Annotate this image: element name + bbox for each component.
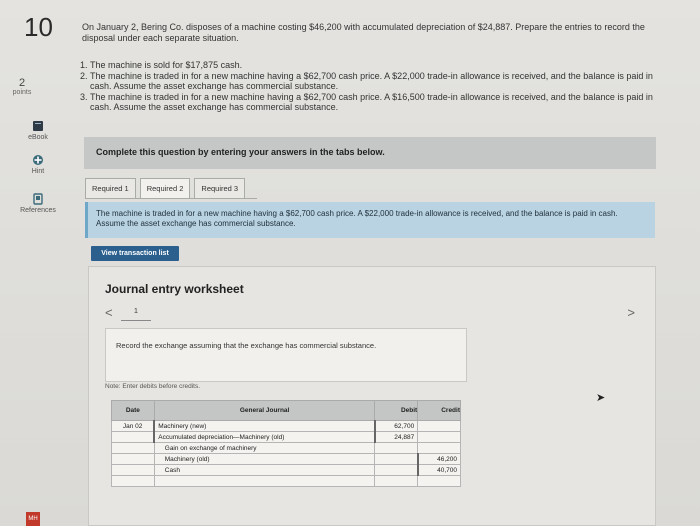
table-header-row [112,401,461,421]
references-button[interactable] [16,193,60,214]
date-cell[interactable] [112,432,155,443]
situation-item [80,60,670,71]
situation-list [80,60,670,113]
date-cell[interactable] [112,443,155,454]
tab-divider [85,198,257,199]
debit-cell[interactable]: 24,887 [375,432,418,443]
worksheet-title: Journal entry worksheet [105,282,244,296]
debit-cell[interactable] [375,454,418,465]
credit-cell[interactable] [418,421,461,432]
table-row [112,465,461,476]
table-row [112,432,461,443]
debit-cell[interactable] [375,443,418,454]
scenario-text: The machine is traded in for a new machine having a $62,700 cash price. A $22,000 trade-in allowance is received, and the balance is paid in cash. Assume the asset exchange has commercial substance. [85,202,655,238]
general-journal-header: General Journal [154,401,375,421]
mcgraw-hill-logo: MH [26,512,40,526]
situation-item [80,71,670,92]
credit-header: Credit [418,401,461,421]
problem-intro: On January 2, Bering Co. disposes of a machine costing $46,200 with accumulated depreciation of $24,887. Prepare the entries to record the disposal under each separate situation. [82,22,645,43]
question-number: 10 [24,12,53,42]
account-cell[interactable]: Machinery (new) [154,421,375,432]
page-number[interactable]: 1 [121,305,151,321]
debit-header: Debit [375,401,418,421]
tab-required-2[interactable]: Required 2 [140,178,191,198]
previous-page-button[interactable]: < [105,305,113,320]
situation-number: 2. [80,70,88,81]
situation-number: 3. [80,91,88,102]
table-row [112,421,461,432]
journal-table [111,400,461,487]
situation-number: 1. [80,60,88,70]
account-cell[interactable]: Cash [154,465,375,476]
debit-credit-note: Note: Enter debits before credits. [105,383,201,390]
references-label: References [20,207,56,214]
account-cell[interactable]: Gain on exchange of machinery [154,443,375,454]
situation-item [80,92,670,113]
situation-text: The machine is traded in for a new machine having a $62,700 cash price. A $16,500 trade-in allowance is received, and the balance is paid in cash. Assume the asset exchange has commercial substance. [90,91,653,112]
record-instruction: Record the exchange assuming that the exchange has commercial substance. [105,328,467,382]
view-transaction-list-button[interactable]: View transaction list [91,246,179,261]
tab-required-1[interactable]: Required 1 [85,178,136,198]
table-row [112,454,461,465]
date-cell[interactable] [112,454,155,465]
table-row [112,443,461,454]
credit-cell[interactable]: 40,700 [418,465,461,476]
points-label: points [12,89,32,96]
points-value: 2 [18,77,26,89]
account-cell[interactable] [154,476,375,487]
next-page-button[interactable]: > [627,305,635,320]
credit-cell[interactable] [418,476,461,487]
book-icon [32,120,44,132]
hint-label: Hint [31,168,45,175]
credit-cell[interactable]: 46,200 [418,454,461,465]
credit-cell[interactable] [418,443,461,454]
debit-cell[interactable] [375,476,418,487]
required-tabs [85,178,249,198]
date-cell[interactable] [112,465,155,476]
debit-cell[interactable]: 62,700 [375,421,418,432]
hint-button[interactable] [20,154,56,175]
hint-icon [32,154,44,166]
points-indicator [10,78,34,98]
date-cell[interactable] [112,476,155,487]
debit-cell[interactable] [375,465,418,476]
ebook-button[interactable] [20,120,56,141]
credit-cell[interactable] [418,432,461,443]
instructions-banner: Complete this question by entering your answers in the tabs below. [84,137,656,169]
tab-required-3[interactable]: Required 3 [194,178,245,198]
table-row [112,476,461,487]
date-cell[interactable]: Jan 02 [112,421,155,432]
ebook-label: eBook [28,134,48,141]
references-icon [32,193,44,205]
journal-worksheet [88,266,656,526]
account-cell[interactable]: Accumulated depreciation—Machinery (old) [154,432,375,443]
situation-text: The machine is sold for $17,875 cash. [90,60,243,70]
account-cell[interactable]: Machinery (old) [154,454,375,465]
mouse-cursor-icon: ➤ [596,392,606,404]
situation-text: The machine is traded in for a new machine having a $62,700 cash price. A $22,000 trade-in allowance is received, and the balance is paid in cash. Assume the asset exchange has commercial substance. [90,70,653,91]
date-header: Date [112,401,155,421]
